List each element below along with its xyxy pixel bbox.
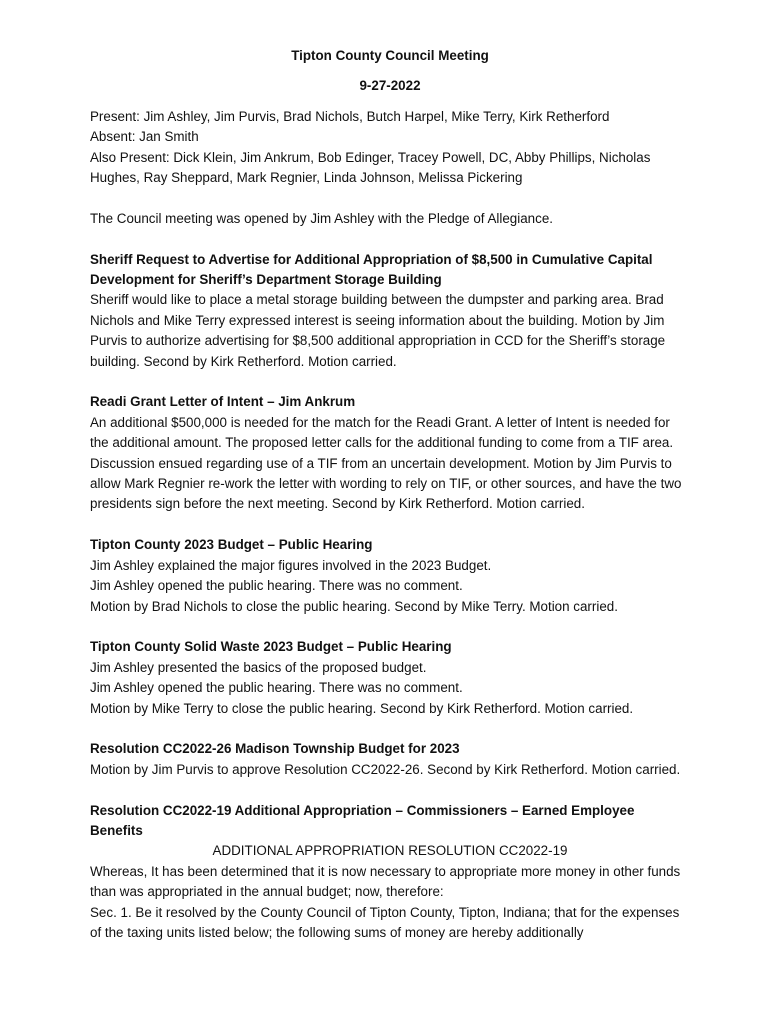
section-body-whereas: Whereas, It has been determined that it is now necessary to appropriate more money in other funds than was appropriated in the annual budget; now, therefore:: [90, 863, 681, 900]
section-heading-2023-budget: Tipton County 2023 Budget – Public Hearing: [90, 537, 373, 553]
section-line: Motion by Brad Nichols to close the public hearing. Second by Mike Terry. Motion carried.: [90, 598, 618, 614]
section-heading-sheriff-request: Sheriff Request to Advertise for Additional Appropriation of $8,500 in Cumulative Capital Development for Sheriff’s Department Storage Building: [90, 251, 653, 288]
section-body-madison-township: Motion by Jim Purvis to approve Resolution CC2022-26. Second by Kirk Retherford. Motion carried.: [90, 761, 681, 777]
section-line: Jim Ashley opened the public hearing. There was no comment.: [90, 680, 463, 696]
section-heading-solid-waste-budget: Tipton County Solid Waste 2023 Budget – Public Hearing: [90, 639, 452, 655]
section-body-sheriff-request: Sheriff would like to place a metal storage building between the dumpster and parking area. Brad Nichols and Mike Terry expressed interest is seeing information about the building. Motion by Jim Purvis to authorize advertising for $8,500 additional appropriation in CCD for the Sheriff’s storage building. Second by Kirk Retherford. Motion carried.: [90, 292, 666, 369]
section-line: Jim Ashley opened the public hearing. There was no comment.: [90, 578, 463, 594]
section-line: Jim Ashley explained the major figures involved in the 2023 Budget.: [90, 557, 492, 573]
section-heading-madison-township: Resolution CC2022-26 Madison Township Budget for 2023: [90, 741, 460, 757]
resolution-subheading: ADDITIONAL APPROPRIATION RESOLUTION CC2022-19: [212, 843, 568, 859]
section-body-readi-grant: An additional $500,000 is needed for the match for the Readi Grant. A letter of Intent is needed for the additional amount. The proposed letter calls for the additional funding to come from a TIF area. Discussion ensued regarding use of a TIF from an uncertain development. Motion by Jim Purvis to allow Mark Regnier re-work the letter with wording to rely on TIF, or other sources, and have the two presidents sign before the next meeting. Second by Kirk Retherford. Motion carried.: [90, 414, 682, 512]
opening-paragraph: The Council meeting was opened by Jim Ashley with the Pledge of Allegiance.: [90, 210, 553, 226]
meeting-date: 9-27-2022: [359, 78, 421, 94]
section-heading-additional-appropriation: Resolution CC2022-19 Additional Appropriation – Commissioners – Earned Employee Benefits: [90, 802, 635, 838]
attendance-also-present: Also Present: Dick Klein, Jim Ankrum, Bob Edinger, Tracey Powell, DC, Abby Phillips, Nicholas Hughes, Ray Sheppard, Mark Regnier, Linda Johnson, Melissa Pickering: [90, 149, 651, 186]
section-heading-readi-grant: Readi Grant Letter of Intent – Jim Ankrum: [90, 394, 356, 410]
section-line: Jim Ashley presented the basics of the proposed budget.: [90, 659, 427, 675]
document-title: Tipton County Council Meeting: [291, 48, 489, 63]
attendance-present: Present: Jim Ashley, Jim Purvis, Brad Nichols, Butch Harpel, Mike Terry, Kirk Retherford: [90, 108, 610, 124]
section-line: Motion by Mike Terry to close the public hearing. Second by Kirk Retherford. Motion carried.: [90, 700, 634, 716]
section-body-sec-1: Sec. 1. Be it resolved by the County Council of Tipton County, Tipton, Indiana; that for the expenses of the taxing units listed below; the following sums of money are hereby additionally: [90, 904, 680, 940]
document-page: [90, 46, 690, 943]
attendance-absent: Absent: Jan Smith: [90, 129, 199, 145]
